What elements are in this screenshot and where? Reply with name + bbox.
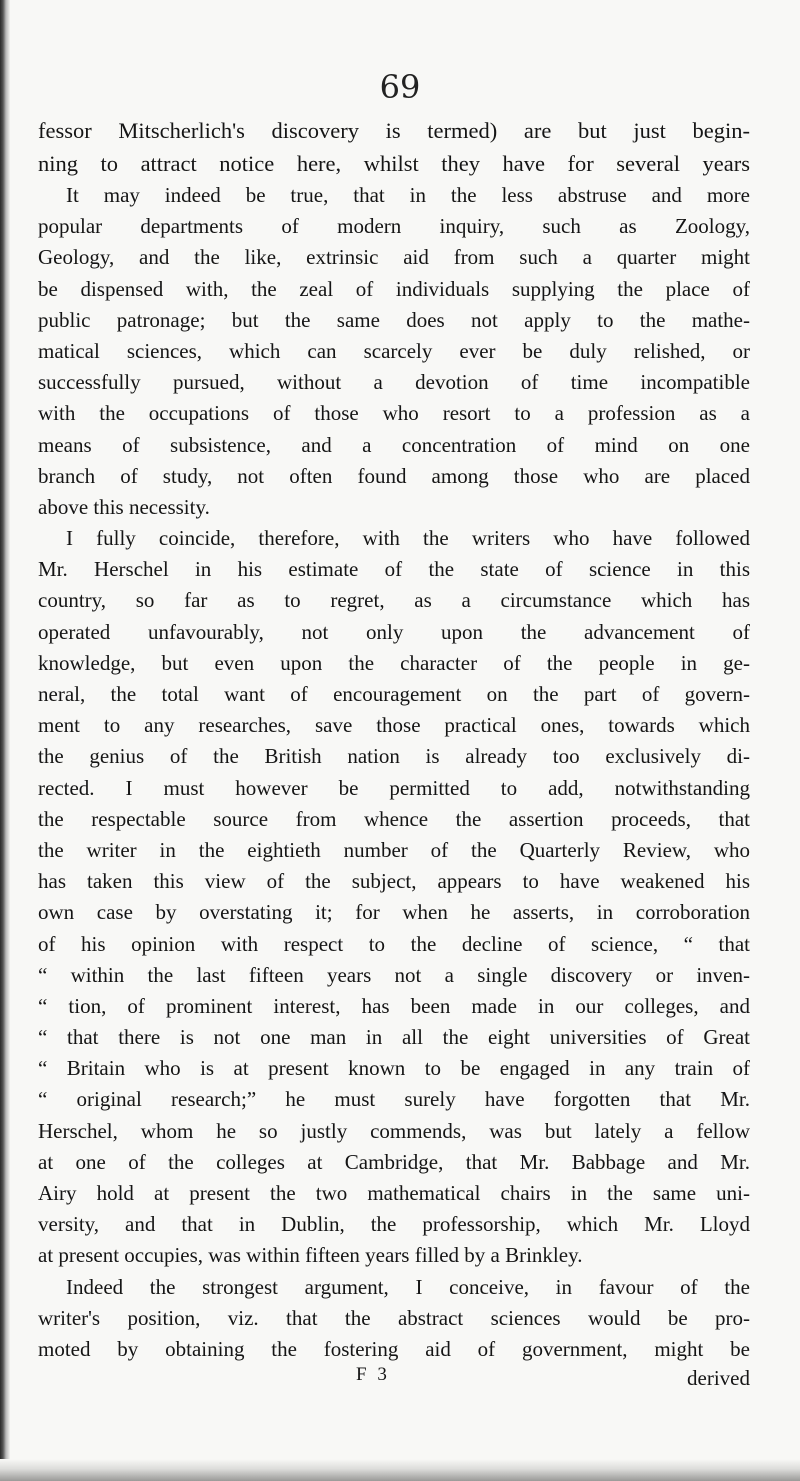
text-line: with the occupations of those who resort to a profession as a [38,401,750,426]
text-line: public patronage; but the same does not apply to the mathe- [38,307,750,332]
text-line: of his opinion with respect to the decline of science, “ that [38,931,750,956]
text-line: own case by overstating it; for when he asserts, in corroboration [38,900,750,925]
text-line: ning to attract notice here, whilst they have for several years [38,151,750,176]
text-line: I fully coincide, therefore, with the writers who have followed [66,526,750,551]
text-line: successfully pursued, without a devotion of time incompatible [38,370,750,395]
text-line: “ tion, of prominent interest, has been made in our colleges, and [38,993,750,1018]
text-line: “ that there is not one man in all the eight universities of Great [38,1025,750,1050]
text-line: It may indeed be true, that in the less abstruse and more [66,183,750,207]
text-line: be dispensed with, the zeal of individuals supplying the place of [38,276,750,301]
text-line: popular departments of modern inquiry, such as Zoology, [38,214,750,239]
text-line: “ Britain who is at present known to be engaged in any train of [38,1056,750,1081]
text-line: has taken this view of the subject, appears to have weakened his [38,869,750,894]
page-footer [38,1364,750,1396]
page-number: 69 [379,68,421,106]
text-line: branch of study, not often found among those who are placed [38,463,750,488]
text-line: neral, the total want of encouragement on the part of govern- [38,682,750,706]
text-line: Geology, and the like, extrinsic aid from such a quarter might [38,245,750,270]
text-line: fessor Mitscherlich's discovery is termed) are but just begin- [38,118,750,143]
text-line: the writer in the eightieth number of the Quarterly Review, who [38,837,750,862]
text-line: at present occupies, was within fifteen years filled by a Brinkley. [38,1243,583,1268]
text-line: the genius of the British nation is already too exclusively di- [38,744,750,769]
text-line: writer's position, viz. that the abstract sciences would be pro- [38,1305,750,1330]
text-line: Herschel, whom he so justly commends, was but lately a fellow [38,1118,750,1143]
text-line: rected. I must however be permitted to add, notwithstanding [38,775,750,800]
text-line: moted by obtaining the fostering aid of government, might be [38,1336,750,1361]
text-line: “ within the last fifteen years not a single discovery or inven- [38,962,750,987]
text-line: operated unfavourably, not only upon the advancement of [38,619,750,644]
text-line: matical sciences, which can scarcely ever be duly relished, or [38,338,750,363]
catchword: derived [687,1366,750,1390]
text-line: above this necessity. [38,494,210,519]
text-line: Mr. Herschel in his estimate of the state of science in this [38,557,750,582]
text-line: country, so far as to regret, as a circumstance which has [38,588,750,613]
text-line: Indeed the strongest argument, I conceive, in favour of the [66,1274,750,1299]
text-line: the respectable source from whence the assertion proceeds, that [38,806,750,831]
text-line: “ original research;” he must surely have forgotten that Mr. [38,1087,750,1112]
text-line: ment to any researches, save those practical ones, towards which [38,713,750,738]
text-line: Airy hold at present the two mathematical chairs in the same uni- [38,1181,750,1205]
body-text [38,114,750,1365]
page-binding-edge [0,0,10,1481]
signature-mark: F 3 [356,1364,390,1385]
text-line: knowledge, but even upon the character of the people in ge- [38,650,750,675]
text-line: means of subsistence, and a concentration of mind on one [38,432,750,457]
text-line: at one of the colleges at Cambridge, that Mr. Babbage and Mr. [38,1149,750,1174]
page-bottom-edge [0,1459,800,1481]
text-line: versity, and that in Dublin, the professorship, which Mr. Lloyd [38,1212,750,1237]
